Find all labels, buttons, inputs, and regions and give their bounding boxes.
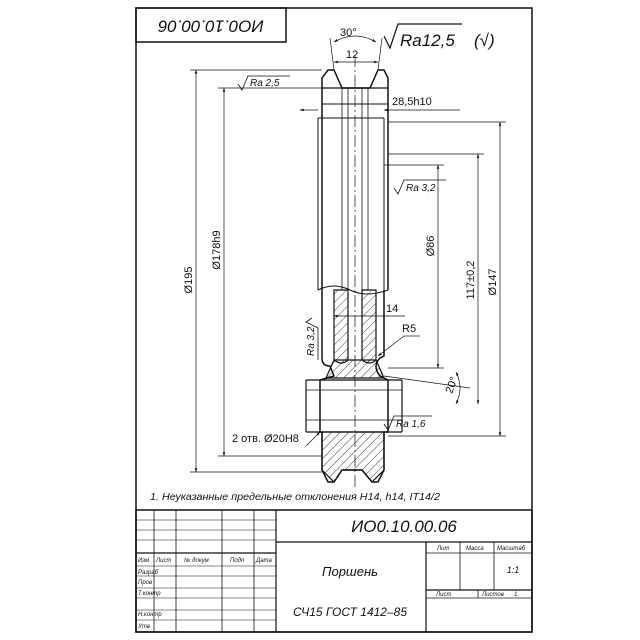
tb-rev-doc: № докум: [184, 558, 209, 564]
part-outline: [306, 70, 402, 482]
roughness-ra-25: Ra 2,5: [250, 78, 280, 89]
tb-rev-date: Дата: [256, 558, 272, 564]
dim-117: 117±0,2: [465, 260, 477, 300]
dim-dia-147: Ø147: [487, 268, 499, 296]
dim-dia-86: Ø86: [425, 235, 437, 257]
dim-radius: R5: [402, 323, 417, 335]
tb-sheets-value: 1: [514, 592, 518, 598]
dim-14: 14: [386, 303, 399, 315]
dim-holes: 2 отв. Ø20H8: [232, 433, 299, 445]
tb-role-tech: Т.контр: [138, 591, 161, 597]
roughness-ra-32-left: Ra 3,2: [306, 326, 317, 356]
tb-col-scale: Масштаб: [497, 546, 526, 552]
tb-sheet-label: Лист: [436, 592, 452, 598]
tb-rev-list: Лист: [156, 558, 172, 564]
general-roughness: [384, 24, 495, 50]
tb-scale-value: 1:1: [506, 565, 520, 575]
dim-dia-178: Ø178h9: [211, 230, 223, 270]
top-stamp-text: ИО0.10.00.06: [158, 16, 264, 36]
dim-groove-width: 12: [346, 49, 359, 61]
tb-role-appr: Утв: [138, 624, 150, 630]
tb-rev-izm: Изм: [138, 558, 150, 564]
tb-designation: ИО0.10.00.06: [351, 517, 457, 536]
tb-col-mass: Масса: [466, 546, 484, 552]
tb-role-check: Пров: [138, 580, 153, 586]
tb-sheets-label: Листов: [482, 592, 504, 598]
general-roughness-paren: (√): [474, 31, 495, 50]
dim-dia-195: Ø195: [183, 266, 195, 294]
title-block: [136, 510, 532, 632]
tb-role-norm: Н.контр: [138, 612, 162, 618]
dim-angle-top: 30°: [340, 27, 357, 39]
dim-angle-20: 20°: [443, 375, 461, 396]
tb-material: СЧ15 ГОСТ 1412–85: [292, 605, 408, 619]
tb-part-name: Поршень: [322, 564, 378, 579]
general-roughness-value: Ra12,5: [400, 31, 455, 50]
dim-hub-width: 28,5h10: [392, 96, 432, 108]
section-hatching: [322, 290, 384, 482]
top-stamp: [136, 8, 286, 42]
technical-note: 1. Неуказанные предельные отклонения H14, h14, IT14/2: [150, 492, 441, 503]
roughness-ra-16: Ra 1,6: [396, 419, 426, 430]
tb-rev-sign: Подп: [230, 558, 245, 564]
dimensions: [183, 27, 506, 472]
roughness-ra-32-right: Ra 3,2: [406, 183, 436, 194]
tb-col-lit: Лит: [437, 546, 450, 552]
tb-role-dev: Разраб: [138, 570, 159, 576]
